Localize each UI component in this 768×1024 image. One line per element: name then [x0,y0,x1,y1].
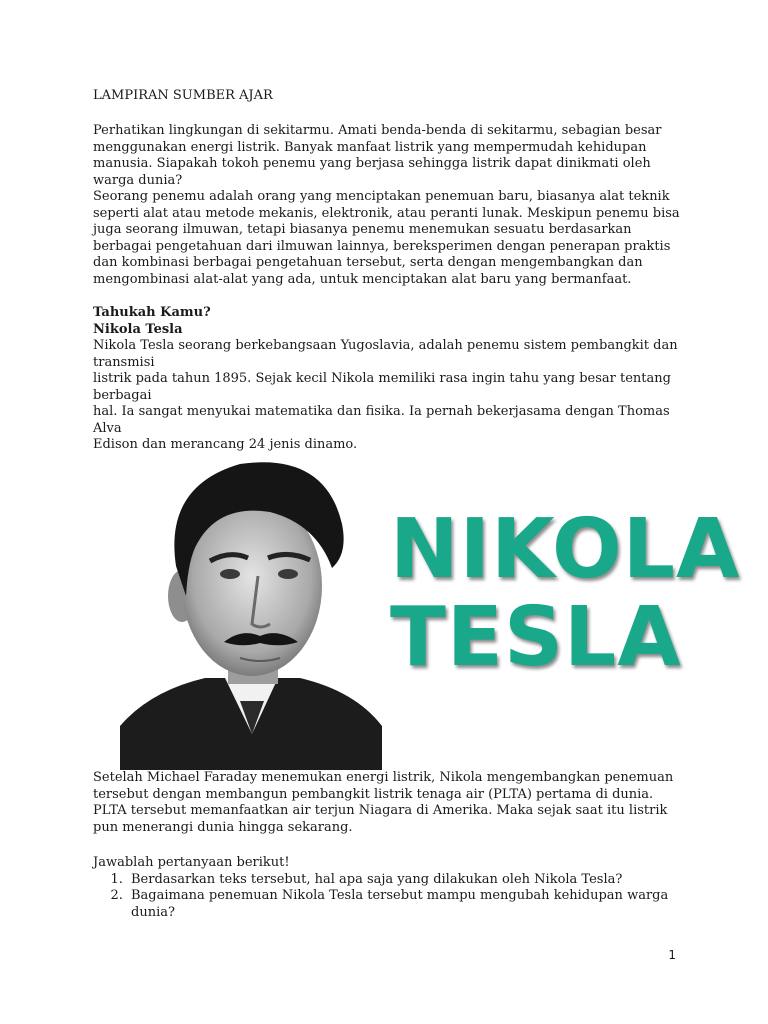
bio-line: hal. Ia sangat menyukai matematika dan fisika. Ia pernah bekerjasama dengan Thomas Alva [93,404,670,436]
did-you-know-section [93,305,683,454]
faraday-paragraph: Setelah Michael Faraday menemukan energi listrik, Nikola mengembangkan penemuan tersebut dengan membangun pembangkit listrik tenaga air (PLTA) pertama di dunia. PLTA tersebut memanfaatkan air terjun Niagara di Amerika. Maka sejak saat itu listrik pun menerangi dunia hingga sekarang. [93,770,674,835]
questions-intro: Jawablah pertanyaan berikut! [93,855,290,870]
bio-line: Edison dan merancang 24 jenis dinamo. [93,437,358,452]
questions-list [93,872,683,922]
questions-section [93,855,683,921]
page-number: 1 [668,948,676,962]
tesla-image [120,446,741,770]
tesla-portrait [120,446,390,770]
did-you-know-heading: Tahukah Kamu? [93,305,211,320]
subject-heading: Nikola Tesla [93,321,183,337]
bio-line: transmisi [93,354,155,370]
bio-line: Nikola Tesla seorang berkebangsaan Yugoslavia, adalah penemu sistem pembangkit dan [93,338,678,353]
bio-line: listrik pada tahun 1895. Sejak kecil Nikola memiliki rasa ingin tahu yang besar tentang [93,371,671,386]
inventor-paragraph: Seorang penemu adalah orang yang menciptakan penemuan baru, biasanya alat teknik seperti alat atau metode mekanis, elektronik, atau peranti lunak. Meskipun penemu bisa juga seorang ilmuwan, tetapi biasanya penemu menemukan sesuatu berdasarkan berbagai pengetahuan dari ilmuwan lainnya, bereksperimen dengan penerapan praktis dan kombinasi berbagai pengetahuan tersebut, serta dengan mengembangkan dan mengombinasi alat-alat yang ada, untuk menciptakan alat baru yang bermanfaat. [93,189,680,287]
nikola-tesla-logo: NIKOLA TESLA [390,502,741,685]
bio-line: berbagai [93,387,152,403]
question-item: 1. Berdasarkan teks tersebut, hal apa saja yang dilakukan oleh Nikola Tesla? [127,872,683,889]
intro-paragraph: Perhatikan lingkungan di sekitarmu. Amati benda-benda di sekitarmu, sebagian besar menggunakan energi listrik. Banyak manfaat listrik yang mempermudah kehidupan manusia. Siapakah tokoh penemu yang berjasa sehingga listrik dapat dinikmati oleh warga dunia? [93,123,662,188]
document-title: LAMPIRAN SUMBER AJAR [93,88,273,103]
question-item: 2. Bagaimana penemuan Nikola Tesla tersebut mampu mengubah kehidupan warga dunia? [127,888,683,921]
